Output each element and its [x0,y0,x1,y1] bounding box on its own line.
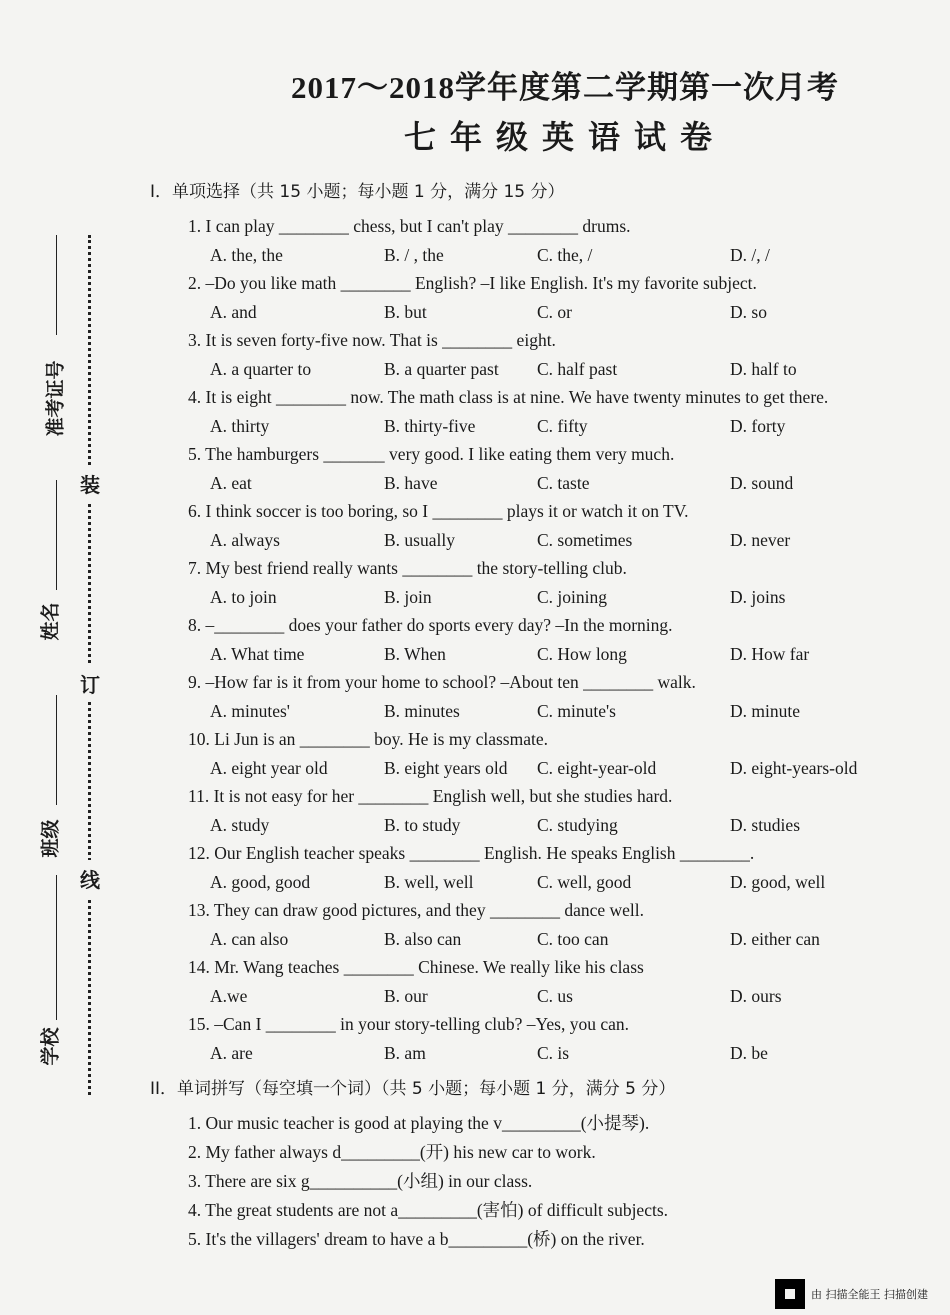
option-a: A. eight year old [210,757,328,778]
section1-header [150,180,910,204]
name-label: 姓名 [40,602,62,641]
option-d: D. never [730,529,791,550]
question-stem: 15. –Can I ________ in your story-telling club? –Yes, you can. [188,1014,630,1034]
option-b: B. well, well [384,871,474,892]
question-stem: 13. They can draw good pictures, and they ________ dance well. [188,900,645,920]
option-c: C. joining [537,586,608,607]
spelling-item: 4. The great students are not a_________(害怕) of difficult subjects. [188,1200,669,1220]
option-c: C. taste [537,472,590,493]
option-d: D. /, / [730,244,770,265]
option-d: D. good, well [730,871,826,892]
option-d: D. How far [730,643,810,664]
question-stem: 6. I think soccer is too boring, so I ________ plays it or watch it on TV. [188,501,689,521]
spelling-item: 5. It's the villagers' dream to have a b_________(桥) on the river. [188,1229,645,1249]
section2-header [150,1077,910,1101]
option-d: D. forty [730,415,786,436]
exam-number-label: 准考证号 [45,360,67,437]
option-b: B. also can [384,928,462,949]
question-stem: 7. My best friend really wants ________ the story-telling club. [188,558,627,578]
section2-detail: （每空填一个词）（共 5 小题；每小题 1 分，满分 5 分） [245,1079,676,1099]
option-b: B. thirty-five [384,415,476,436]
question-options [150,1039,910,1068]
question-stem: 4. It is eight ________ now. The math class is at nine. We have twenty minutes to get there. [188,387,829,407]
question-options [150,811,910,840]
question-stem: 1. I can play ________ chess, but I can't play ________ drums. [188,216,631,236]
option-a: A. can also [210,928,289,949]
option-b: B. minutes [384,700,460,721]
option-b: B. / , the [384,244,444,265]
scanner-text: 由 扫描全能王 扫描创建 [811,1288,928,1301]
option-a: A. a quarter to [210,358,312,379]
question-options [150,754,910,783]
option-d: D. either can [730,928,820,949]
spelling-item: 2. My father always d_________(开) his new car to work. [188,1142,596,1162]
exam-subtitle: 七年级英语试卷 [403,119,726,155]
option-c: C. well, good [537,871,632,892]
exam-title: 2017～2018学年度第二学期第一次月考 [291,70,839,105]
scanner-watermark [775,1279,928,1309]
question-stem: 2. –Do you like math ________ English? –I like English. It's my favorite subject. [188,273,757,293]
option-b: B. to study [384,814,461,835]
question-options [150,298,910,327]
option-c: C. half past [537,358,618,379]
option-d: D. be [730,1042,768,1063]
option-c: C. us [537,985,573,1006]
question-stem: 12. Our English teacher speaks ________ English. He speaks English ________. [188,843,755,863]
question-stem: 3. It is seven forty-five now. That is ________ eight. [188,330,556,350]
option-c: C. minute's [537,700,616,721]
question-stem: 8. –________ does your father do sports every day? –In the morning. [188,615,673,635]
option-b: B. join [384,586,432,607]
option-c: C. sometimes [537,529,633,550]
question-options [150,982,910,1011]
option-a: A. minutes' [210,700,290,721]
question-options [150,241,910,270]
question-options [150,412,910,441]
option-a: A. the, the [210,244,283,265]
section1-title: I．单项选择 [150,182,241,202]
question-options [150,868,910,897]
question-stem: 11. It is not easy for her ________ English well, but she studies hard. [188,786,673,806]
option-a: A. are [210,1042,253,1063]
option-a: A. What time [210,643,305,664]
option-a: A.we [210,985,248,1006]
exam-content [150,180,910,1254]
binding-char-zhuang: 装 [80,465,100,502]
option-d: D. eight-years-old [730,757,858,778]
section1-detail: （共 15 小题；每小题 1 分，满分 15 分） [240,182,565,202]
option-d: D. half to [730,358,797,379]
option-c: C. or [537,301,572,322]
question-options [150,526,910,555]
option-a: A. study [210,814,270,835]
question-options [150,355,910,384]
question-stem: 14. Mr. Wang teaches ________ Chinese. We really like his class [188,957,644,977]
option-d: D. sound [730,472,794,493]
option-d: D. ours [730,985,782,1006]
option-c: C. is [537,1042,570,1063]
option-b: B. usually [384,529,455,550]
option-c: C. eight-year-old [537,757,657,778]
question-options [150,697,910,726]
question-stem: 10. Li Jun is an ________ boy. He is my classmate. [188,729,549,749]
question-stem: 5. The hamburgers _______ very good. I like eating them very much. [188,444,675,464]
option-c: C. too can [537,928,609,949]
option-a: A. thirty [210,415,270,436]
option-c: C. the, / [537,244,593,265]
spelling-item: 3. There are six g__________(小组) in our class. [188,1171,533,1191]
section2-title: II．单词拼写 [150,1079,246,1099]
option-c: C. How long [537,643,627,664]
option-a: A. to join [210,586,277,607]
question-stem: 9. –How far is it from your home to school? –About ten ________ walk. [188,672,696,692]
question-options [150,469,910,498]
spelling-item: 1. Our music teacher is good at playing the v_________(小提琴). [188,1113,650,1133]
question-options [150,640,910,669]
option-b: B. When [384,643,446,664]
school-label: 学校 [40,1027,62,1066]
option-b: B. eight years old [384,757,508,778]
option-b: B. am [384,1042,426,1063]
option-d: D. minute [730,700,800,721]
option-b: B. have [384,472,438,493]
binding-char-xian: 线 [80,860,100,897]
option-c: C. fifty [537,415,588,436]
qr-code-icon [775,1279,805,1309]
option-a: A. always [210,529,280,550]
spelling-list [150,1109,910,1254]
option-c: C. studying [537,814,618,835]
binding-char-ding: 订 [80,665,100,702]
question-options [150,583,910,612]
option-d: D. so [730,301,767,322]
option-d: D. studies [730,814,800,835]
option-b: B. but [384,301,427,322]
option-b: B. a quarter past [384,358,499,379]
option-a: A. and [210,301,257,322]
option-b: B. our [384,985,428,1006]
question-options [150,925,910,954]
option-d: D. joins [730,586,786,607]
option-a: A. good, good [210,871,311,892]
option-a: A. eat [210,472,252,493]
question-list [150,212,910,1067]
class-label: 班级 [40,819,62,858]
binding-margin [30,235,110,1095]
